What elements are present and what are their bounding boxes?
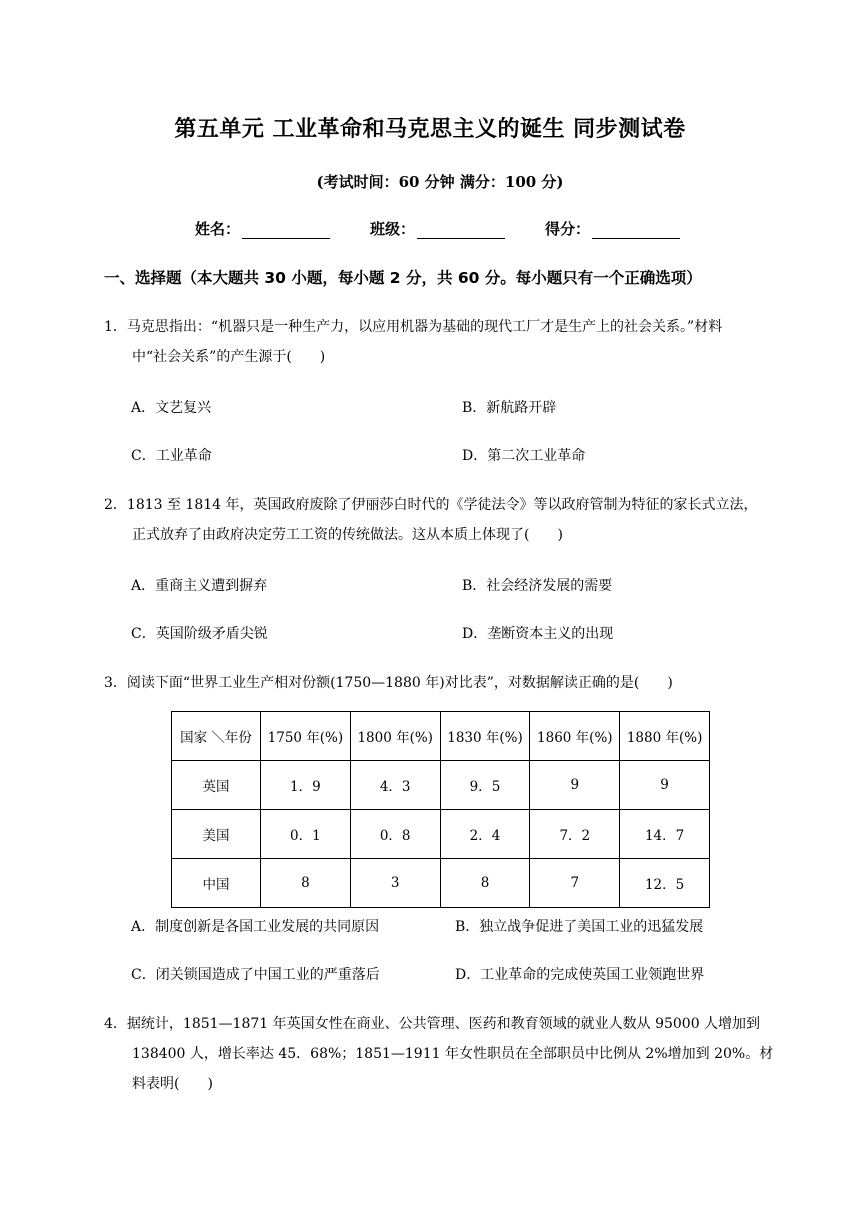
page-title: 第五单元 工业革命和马克思主义的诞生 同步测试卷 xyxy=(174,117,686,142)
question-1-line2: 中“社会关系”的产生源于( ) xyxy=(132,349,326,365)
table-cell: 9 xyxy=(620,761,710,810)
table-cell: 7 xyxy=(530,859,620,908)
question-1-line1: 1．马克思指出：“机器只是一种生产力，以应用机器为基础的现代工厂才是生产上的社会关系。”材料 xyxy=(104,319,723,335)
question-2-option-c: C．英国阶级矛盾尖锐 xyxy=(131,626,268,642)
question-2-line1: 2．1813 至 1814 年，英国政府废除了伊丽莎白时代的《学徒法令》等以政府管制为特征的家长式立法， xyxy=(104,497,758,513)
question-2 xyxy=(104,490,804,550)
score-label: 得分： xyxy=(545,220,591,238)
table-header-cell: 1880 年(%) xyxy=(620,712,710,761)
class-field xyxy=(370,218,505,239)
table-cell: 8 xyxy=(261,859,351,908)
table-row xyxy=(172,810,710,859)
name-field xyxy=(195,218,330,239)
question-2-option-b: B．社会经济发展的需要 xyxy=(462,578,613,594)
question-2-option-a: A．重商主义遭到摒弃 xyxy=(131,578,268,594)
table-cell: 0．8 xyxy=(350,810,440,859)
question-4 xyxy=(104,1009,804,1099)
question-2-line2: 正式放弃了由政府决定劳工工资的传统做法。这从本质上体现了( ) xyxy=(132,527,563,543)
industrial-share-table xyxy=(171,711,710,908)
table-header-cell: 1860 年(%) xyxy=(530,712,620,761)
table-cell: 3 xyxy=(350,859,440,908)
question-1-option-b: B．新航路开辟 xyxy=(462,400,557,416)
question-1-option-d: D．第二次工业革命 xyxy=(462,448,586,464)
question-4-line3: 料表明( ) xyxy=(132,1076,213,1092)
table-cell: 中国 xyxy=(172,859,261,908)
table-cell: 14．7 xyxy=(620,810,710,859)
question-3-option-a: A．制度创新是各国工业发展的共同原因 xyxy=(131,919,380,935)
question-4-line2: 138400 人，增长率达 45．68%；1851—1911 年女性职员在全部职员中比例从 2%增加到 20%。材 xyxy=(132,1046,774,1062)
question-2-option-d: D．垄断资本主义的出现 xyxy=(462,626,614,642)
question-3-option-c: C．闭关锁国造成了中国工业的严重落后 xyxy=(131,967,380,983)
table-cell: 4．3 xyxy=(350,761,440,810)
question-1-option-c: C．工业革命 xyxy=(131,448,212,464)
table-cell: 美国 xyxy=(172,810,261,859)
name-blank xyxy=(242,223,330,239)
score-blank xyxy=(592,223,680,239)
table-cell: 12．5 xyxy=(620,859,710,908)
table-cell: 8 xyxy=(440,859,530,908)
table-header-row xyxy=(172,712,710,761)
question-1 xyxy=(104,312,794,372)
question-3-line1: 3．阅读下面“世界工业生产相对份额(1750—1880 年)对比表”，对数据解读正确的是( ) xyxy=(104,675,673,691)
score-field xyxy=(545,218,680,239)
name-label: 姓名： xyxy=(195,220,241,238)
question-4-line1: 4．据统计，1851—1871 年英国女性在商业、公共管理、医药和教育领域的就业人数从 95000 人增加到 xyxy=(104,1016,761,1032)
question-1-option-a: A．文艺复兴 xyxy=(131,400,212,416)
exam-subtitle: (考试时间：60 分钟 满分：100 分) xyxy=(316,173,564,191)
table-cell: 9 xyxy=(530,761,620,810)
table-row xyxy=(172,859,710,908)
question-3-option-d: D．工业革命的完成使英国工业领跑世界 xyxy=(455,967,705,983)
class-label: 班级： xyxy=(370,220,416,238)
table-cell: 9．5 xyxy=(440,761,530,810)
table-header-cell: 国家 ＼年份 xyxy=(172,712,261,761)
table-cell: 英国 xyxy=(172,761,261,810)
table-cell: 7．2 xyxy=(530,810,620,859)
table-cell: 2．4 xyxy=(440,810,530,859)
question-3-option-b: B．独立战争促进了美国工业的迅猛发展 xyxy=(455,919,704,935)
question-3 xyxy=(104,668,794,698)
table-row xyxy=(172,761,710,810)
table-header-cell: 1830 年(%) xyxy=(440,712,530,761)
table-cell: 0．1 xyxy=(261,810,351,859)
class-blank xyxy=(417,223,505,239)
section-heading: 一、选择题（本大题共 30 小题，每小题 2 分，共 60 分。每小题只有一个正确选项） xyxy=(104,269,702,287)
student-info-row xyxy=(195,218,755,239)
table-header-cell: 1800 年(%) xyxy=(350,712,440,761)
table-header-cell: 1750 年(%) xyxy=(261,712,351,761)
table-cell: 1．9 xyxy=(261,761,351,810)
